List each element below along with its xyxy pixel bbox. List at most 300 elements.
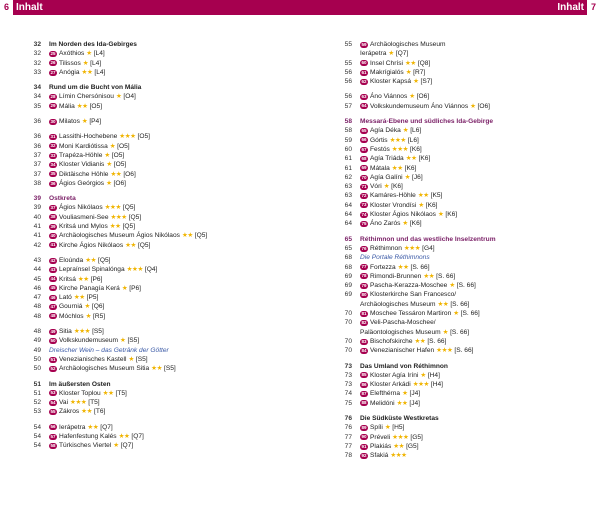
sight-number-badge: 87 bbox=[361, 391, 367, 397]
map-grid-reference: [P4] bbox=[89, 118, 102, 126]
sight-number-badge: 32 bbox=[50, 143, 56, 149]
page-ref-number: 56 bbox=[344, 68, 352, 76]
entry-title: Trapéza-Höhle bbox=[59, 151, 103, 159]
page-ref-number: 64 bbox=[344, 211, 352, 219]
entry-title: Elefthérna bbox=[370, 390, 401, 398]
sight-number-badge: 89 bbox=[361, 424, 367, 430]
rating-stars: ★ bbox=[402, 127, 409, 135]
rating-stars: ★ bbox=[82, 59, 89, 67]
rating-stars: ★ bbox=[437, 211, 444, 219]
page-ref-number: 64 bbox=[344, 220, 352, 228]
entry-title: Veli-Pascha-Moschee/ bbox=[370, 319, 436, 327]
map-grid-reference: [Q7] bbox=[120, 442, 134, 450]
entry-title: Kloster Vidianis bbox=[59, 161, 105, 169]
entry-body bbox=[49, 423, 113, 432]
map-grid-reference: [P6] bbox=[90, 275, 103, 283]
rating-stars: ★★★ bbox=[104, 204, 121, 212]
page-ref-number: 49 bbox=[33, 337, 41, 345]
entry-title: Sitia bbox=[59, 328, 72, 336]
entry-title: Vai bbox=[59, 399, 69, 407]
map-grid-reference: [S. 66] bbox=[427, 337, 447, 345]
entry-title: Lató bbox=[59, 294, 72, 302]
page-ref-number: 46 bbox=[33, 284, 41, 292]
page-ref-number: 50 bbox=[33, 365, 41, 373]
rating-stars: ★★ bbox=[87, 423, 99, 431]
map-grid-reference: [T6] bbox=[93, 408, 106, 416]
map-grid-reference: [R5] bbox=[92, 312, 106, 320]
sight-number-badge: 62 bbox=[361, 78, 367, 84]
map-grid-reference: [Q6] bbox=[91, 303, 105, 311]
page-ref-number: 77 bbox=[344, 442, 352, 450]
entry-body bbox=[49, 327, 104, 336]
sight-number-badge: 29 bbox=[50, 103, 56, 109]
map-grid-reference: [S5] bbox=[163, 365, 176, 373]
sight-number-badge: 50 bbox=[50, 337, 56, 343]
map-grid-reference: [S. 66] bbox=[436, 272, 456, 280]
sight-number-badge: 81 bbox=[361, 310, 367, 316]
rating-stars: ★★ bbox=[181, 232, 193, 240]
rating-stars: ★★ bbox=[76, 102, 88, 110]
rating-stars: ★ bbox=[404, 173, 411, 181]
sight-number-badge: 42 bbox=[50, 257, 56, 263]
map-grid-reference: [L4] bbox=[93, 50, 105, 58]
sight-number-badge: 63 bbox=[361, 94, 367, 100]
sight-number-badge: 28 bbox=[50, 94, 56, 100]
page-ref-number: 52 bbox=[33, 399, 41, 407]
page-ref-number: 53 bbox=[33, 408, 41, 416]
map-grid-reference: [Q8] bbox=[417, 59, 431, 67]
map-grid-reference: [P6] bbox=[129, 284, 142, 292]
rating-stars: ★★ bbox=[417, 192, 429, 200]
entry-body bbox=[49, 312, 105, 321]
entry-title: Kritsá und Mylos bbox=[59, 223, 108, 231]
entry-title: Préveli bbox=[370, 433, 391, 441]
entry-body bbox=[360, 191, 442, 200]
rating-stars: ★ bbox=[106, 179, 112, 187]
entry-title: Pascha-Kerazza-Moschee bbox=[370, 282, 448, 290]
page-ref-number: 51 bbox=[33, 389, 41, 397]
sight-number-badge: 40 bbox=[50, 232, 56, 238]
entry-title: Vóri bbox=[370, 183, 382, 191]
page-ref-number: 54 bbox=[33, 423, 41, 431]
sight-number-badge: 67 bbox=[361, 146, 367, 152]
entry-title: Moni Kardiótissa bbox=[59, 142, 108, 150]
entry-title: Im äußersten Osten bbox=[49, 380, 111, 388]
map-grid-reference: [S7] bbox=[420, 78, 433, 86]
sight-number-badge: 58 bbox=[50, 442, 56, 448]
entry-body bbox=[360, 154, 430, 163]
entry-title: Ierápetra bbox=[59, 423, 86, 431]
page-ref-number: 70 bbox=[344, 319, 352, 327]
map-grid-reference: [G4] bbox=[422, 244, 435, 252]
map-grid-reference: [O6] bbox=[123, 170, 136, 178]
map-grid-reference: [O5] bbox=[117, 142, 130, 150]
rating-stars: ★★ bbox=[125, 241, 136, 249]
page-ref-number: 62 bbox=[344, 173, 352, 181]
sight-number-badge: 43 bbox=[50, 266, 56, 272]
entry-body bbox=[49, 68, 105, 77]
entry-body bbox=[49, 275, 102, 284]
rating-stars: ★ bbox=[109, 142, 116, 150]
entry-title: Tilissos bbox=[59, 59, 81, 67]
entry-title: Hafenfestung Kalés bbox=[59, 432, 117, 440]
page-ref-number: 40 bbox=[33, 213, 41, 221]
right-page-number: 7 bbox=[587, 0, 600, 15]
entry-body bbox=[49, 231, 207, 240]
entry-title: Kamáres-Höhle bbox=[370, 192, 416, 200]
entry-title: Moschee Tessáron Martiron bbox=[370, 310, 452, 318]
rating-stars: ★ bbox=[383, 183, 390, 191]
entry-title: Ostkreta bbox=[49, 195, 76, 203]
entry-body bbox=[49, 222, 135, 231]
entry-body bbox=[49, 132, 150, 141]
rating-stars: ★★ bbox=[396, 399, 408, 407]
sight-number-badge: 66 bbox=[361, 137, 367, 143]
entry-title: Sfakiá bbox=[370, 452, 389, 460]
map-grid-reference: [L6] bbox=[410, 127, 422, 135]
map-grid-reference: [G5] bbox=[410, 433, 423, 441]
entry-body bbox=[49, 160, 126, 169]
entry-body bbox=[360, 423, 404, 432]
sight-number-badge: 80 bbox=[361, 292, 367, 298]
entry-body bbox=[49, 49, 105, 58]
rating-stars: ★★ bbox=[423, 272, 435, 280]
rating-stars: ★ bbox=[121, 284, 128, 292]
sight-number-badge: 57 bbox=[50, 433, 56, 439]
entry-body bbox=[49, 389, 127, 398]
map-grid-reference: [K6] bbox=[418, 155, 431, 163]
sight-number-badge: 26 bbox=[50, 60, 56, 66]
sight-number-badge: 65 bbox=[361, 128, 367, 134]
entry-title: Kloster Toplou bbox=[59, 389, 101, 397]
left-header-bar bbox=[0, 0, 300, 15]
page-ref-number: 78 bbox=[344, 452, 352, 460]
entry-body bbox=[360, 300, 469, 309]
rating-stars: ★ bbox=[388, 50, 394, 58]
rating-stars: ★ bbox=[115, 93, 122, 101]
page-ref-number: 32 bbox=[33, 50, 41, 58]
map-grid-reference: [L4] bbox=[94, 68, 106, 76]
page-ref-number: 36 bbox=[33, 142, 41, 150]
entry-title: Archäologisches Museum bbox=[360, 300, 436, 308]
sight-number-badge: 76 bbox=[361, 245, 367, 251]
entry-body bbox=[49, 346, 169, 355]
entry-body bbox=[49, 102, 102, 111]
entry-body bbox=[360, 371, 440, 380]
entry-title: Agía Triáda bbox=[370, 155, 404, 163]
page-ref-number: 70 bbox=[344, 347, 352, 355]
page-ref-number: 56 bbox=[344, 93, 352, 101]
rating-stars: ★ bbox=[84, 303, 90, 311]
map-grid-reference: [S5] bbox=[92, 328, 104, 336]
page-ref-number: 63 bbox=[344, 192, 352, 200]
entry-body bbox=[49, 432, 144, 441]
entry-title: Mátala bbox=[370, 164, 390, 172]
entry-body bbox=[360, 433, 423, 442]
entry-body bbox=[360, 235, 496, 244]
entry-title: Kloster Arkádi bbox=[370, 381, 411, 389]
sight-number-badge: 36 bbox=[50, 180, 56, 186]
entry-title: Górtis bbox=[370, 136, 388, 144]
sight-number-badge: 55 bbox=[50, 409, 56, 415]
entry-body bbox=[360, 59, 430, 68]
entry-title: Venezianischer Hafen bbox=[370, 347, 435, 355]
rating-stars: ★★ bbox=[85, 256, 97, 264]
entry-title: Makrígialós bbox=[370, 68, 404, 76]
entry-title: Kritsá bbox=[59, 275, 76, 283]
entry-title: Anógia bbox=[59, 68, 80, 76]
entry-body bbox=[49, 284, 141, 293]
entry-title: Venezianisches Kastell bbox=[59, 355, 127, 363]
entry-body bbox=[49, 336, 139, 345]
entry-body bbox=[360, 77, 432, 86]
entry-body bbox=[360, 380, 443, 389]
sight-number-badge: 77 bbox=[361, 264, 367, 270]
entry-title: Ágios Nikólaos bbox=[59, 204, 103, 212]
rating-stars: ★ bbox=[409, 93, 415, 101]
page-ref-number: 58 bbox=[344, 127, 352, 135]
page-ref-number: 75 bbox=[344, 399, 352, 407]
entry-title: Réthimnon und das westliche Inselzentrum bbox=[360, 235, 496, 243]
page-ref-number: 60 bbox=[344, 145, 352, 153]
rating-stars: ★ bbox=[405, 68, 412, 76]
page-ref-number: 54 bbox=[33, 442, 41, 450]
entry-body bbox=[49, 355, 148, 364]
sight-number-badge: 30 bbox=[50, 118, 56, 124]
entry-title: Agía Galíni bbox=[370, 173, 403, 181]
sight-number-badge: 31 bbox=[50, 134, 56, 140]
page-ref-number: 48 bbox=[33, 303, 41, 311]
page-ref-number: 68 bbox=[344, 263, 352, 271]
rating-stars: ★ bbox=[106, 161, 112, 169]
map-grid-reference: [S5] bbox=[135, 355, 148, 363]
sight-number-badge: 74 bbox=[361, 211, 367, 217]
rating-stars: ★ bbox=[81, 118, 88, 126]
entry-title: Die Südküste Westkretas bbox=[360, 414, 439, 422]
entry-body bbox=[360, 210, 457, 219]
entry-title: Festós bbox=[370, 145, 390, 153]
map-grid-reference: [O5] bbox=[111, 151, 125, 159]
entry-body bbox=[360, 346, 473, 355]
entry-title: Volkskundemuseum bbox=[59, 337, 119, 345]
entry-body bbox=[49, 59, 101, 68]
map-grid-reference: [K6] bbox=[404, 164, 417, 172]
entry-body bbox=[360, 136, 419, 145]
rating-stars: ★★★ bbox=[126, 266, 143, 274]
rating-stars: ★★★ bbox=[391, 145, 409, 153]
page-ref-number: 65 bbox=[344, 235, 352, 243]
map-grid-reference: [O6] bbox=[113, 179, 126, 187]
entry-body bbox=[49, 441, 133, 450]
page-ref-number: 45 bbox=[33, 275, 41, 283]
entry-body bbox=[49, 380, 111, 389]
entry-body bbox=[360, 272, 455, 281]
page-ref-number: 77 bbox=[344, 433, 352, 441]
rating-stars: ★★ bbox=[109, 223, 121, 231]
rating-stars: ★★ bbox=[391, 164, 403, 172]
entry-body bbox=[49, 241, 150, 250]
sight-number-badge: 38 bbox=[50, 214, 56, 220]
rating-stars: ★ bbox=[402, 220, 408, 228]
right-header-bar bbox=[300, 0, 600, 15]
page-ref-number: 47 bbox=[33, 294, 41, 302]
map-grid-reference: [K5] bbox=[430, 192, 443, 200]
page-ref-number: 73 bbox=[344, 362, 352, 370]
entry-title: Límin Chersónisou bbox=[59, 93, 114, 101]
entry-title: Spíli bbox=[370, 424, 383, 432]
entry-body bbox=[49, 265, 157, 274]
map-grid-reference: [Q7] bbox=[395, 50, 409, 58]
entry-body bbox=[360, 173, 423, 182]
entry-body bbox=[49, 302, 104, 311]
entry-title: Archäologisches Museum Sitia bbox=[59, 365, 150, 373]
entry-title: Diktäische Höhle bbox=[59, 170, 109, 178]
rating-stars: ★★★ bbox=[73, 328, 91, 336]
map-grid-reference: [J6] bbox=[412, 173, 423, 181]
entry-title: Kloster Kapsá bbox=[370, 78, 412, 86]
entry-body bbox=[360, 244, 435, 253]
sight-number-badge: 25 bbox=[50, 50, 56, 56]
sight-number-badge: 61 bbox=[361, 69, 367, 75]
entry-title: Kloster Agía Iríni bbox=[370, 371, 419, 379]
rating-stars: ★★★ bbox=[392, 433, 409, 441]
map-grid-reference: [Q5] bbox=[137, 241, 151, 249]
page-ref-number: 70 bbox=[344, 337, 352, 345]
map-grid-reference: [O6] bbox=[416, 93, 430, 101]
page-ref-number: 48 bbox=[33, 312, 41, 320]
entry-title: Kloster Vrondísi bbox=[370, 201, 417, 209]
sight-number-badge: 84 bbox=[361, 347, 367, 353]
map-grid-reference: [S. 66] bbox=[450, 300, 470, 308]
entry-title: Mália bbox=[59, 102, 75, 110]
entry-title: Kloster Ágios Nikólaos bbox=[370, 211, 436, 219]
entry-body bbox=[360, 414, 439, 423]
sight-number-badge: 52 bbox=[50, 365, 56, 371]
rating-stars: ★★ bbox=[414, 337, 426, 345]
sight-number-badge: 79 bbox=[361, 282, 367, 288]
entry-title: Eloúnda bbox=[59, 256, 84, 264]
map-grid-reference: [Q5] bbox=[98, 256, 111, 264]
entry-title: Insel Chrísi bbox=[370, 59, 403, 67]
page-ref-number: 54 bbox=[33, 432, 41, 440]
map-grid-reference: [H4] bbox=[430, 381, 444, 389]
sight-number-badge: 44 bbox=[50, 276, 56, 282]
rating-stars: ★ bbox=[420, 371, 426, 379]
page-ref-number: 69 bbox=[344, 272, 352, 280]
page-ref-number: 37 bbox=[33, 161, 41, 169]
entry-title: Fortezza bbox=[370, 263, 396, 271]
page-ref-number: 43 bbox=[33, 256, 41, 264]
page-ref-number: 76 bbox=[344, 424, 352, 432]
map-grid-reference: [J4] bbox=[409, 399, 421, 407]
sight-number-badge: 60 bbox=[361, 60, 367, 66]
sight-number-badge: 41 bbox=[50, 242, 56, 248]
map-grid-reference: [H4] bbox=[427, 371, 440, 379]
rating-stars: ★ bbox=[85, 312, 91, 320]
map-grid-reference: [T5] bbox=[115, 389, 127, 397]
page-ref-number: 69 bbox=[344, 282, 352, 290]
sight-number-badge: 27 bbox=[50, 69, 56, 75]
map-grid-reference: [K6] bbox=[409, 220, 422, 228]
entry-body bbox=[360, 442, 419, 451]
page-ref-number: 36 bbox=[33, 118, 41, 126]
rating-stars: ★★★ bbox=[70, 399, 87, 407]
entry-title: Milatos bbox=[59, 118, 80, 126]
page-ref-number: 56 bbox=[344, 78, 352, 86]
rating-stars: ★ bbox=[402, 390, 408, 398]
entry-title: Áno Viánnos bbox=[370, 93, 408, 101]
entry-body bbox=[360, 117, 493, 126]
sight-number-badge: 70 bbox=[361, 174, 367, 180]
entry-body bbox=[49, 256, 111, 265]
entry-title: Volkskundemuseum Áno Viánnos bbox=[370, 102, 469, 110]
sight-number-badge: 45 bbox=[50, 285, 56, 291]
page-ref-number: 73 bbox=[344, 371, 352, 379]
page-ref-number: 32 bbox=[33, 41, 41, 48]
page-ref-number: 69 bbox=[344, 291, 352, 299]
entry-body bbox=[49, 151, 124, 160]
rating-stars: ★★★ bbox=[412, 381, 429, 389]
entry-body bbox=[360, 201, 437, 210]
entry-body bbox=[360, 281, 476, 290]
rating-stars: ★★★ bbox=[389, 136, 406, 144]
page-ref-number: 65 bbox=[344, 244, 352, 252]
rating-stars: ★★ bbox=[118, 432, 130, 440]
map-grid-reference: [Q4] bbox=[144, 266, 158, 274]
page-ref-number: 41 bbox=[33, 223, 41, 231]
entry-body bbox=[49, 179, 126, 188]
page-ref-number: 37 bbox=[33, 170, 41, 178]
entry-title: Kirche Panagía Kerá bbox=[59, 284, 120, 292]
page-ref-number: 61 bbox=[344, 164, 352, 172]
rating-stars: ★ bbox=[384, 424, 391, 432]
entry-body bbox=[49, 170, 136, 179]
page-ref-number: 35 bbox=[33, 102, 41, 110]
rating-stars: ★ bbox=[453, 310, 459, 318]
entry-title: Lepraínsel Spinalónga bbox=[59, 266, 125, 274]
map-grid-reference: [P5] bbox=[86, 294, 99, 302]
rating-stars: ★★ bbox=[81, 408, 92, 416]
sight-number-badge: 39 bbox=[50, 223, 56, 229]
sight-number-badge: 85 bbox=[361, 372, 367, 378]
left-header-title: Inhalt bbox=[16, 2, 43, 13]
entry-body bbox=[360, 399, 420, 408]
sight-number-badge: 49 bbox=[50, 328, 56, 334]
rating-stars: ★★★ bbox=[119, 133, 136, 141]
map-grid-reference: [K6] bbox=[445, 211, 458, 219]
rating-stars: ★ bbox=[418, 201, 424, 209]
map-grid-reference: [K6] bbox=[410, 145, 422, 153]
map-grid-reference: [Q5] bbox=[128, 213, 142, 221]
map-grid-reference: [S. 66] bbox=[450, 328, 470, 336]
rating-stars: ★★★ bbox=[403, 244, 421, 252]
entry-body bbox=[360, 92, 429, 101]
sight-number-badge: 33 bbox=[50, 152, 56, 158]
map-grid-reference: [S. 66] bbox=[460, 310, 480, 318]
map-grid-reference: [O6] bbox=[477, 102, 491, 110]
page-ref-number: 58 bbox=[344, 118, 352, 126]
entry-body bbox=[360, 182, 403, 191]
entry-title: Agía Déka bbox=[370, 127, 401, 135]
sight-number-badge: 46 bbox=[50, 294, 56, 300]
entry-title: Das Umland von Réthimnon bbox=[360, 362, 448, 370]
map-grid-reference: [L6] bbox=[407, 136, 419, 144]
map-grid-reference: [H5] bbox=[392, 424, 405, 432]
entry-body bbox=[49, 92, 136, 101]
map-grid-reference: [Q5] bbox=[122, 223, 136, 231]
entry-body bbox=[360, 68, 425, 77]
entry-body bbox=[49, 194, 76, 203]
